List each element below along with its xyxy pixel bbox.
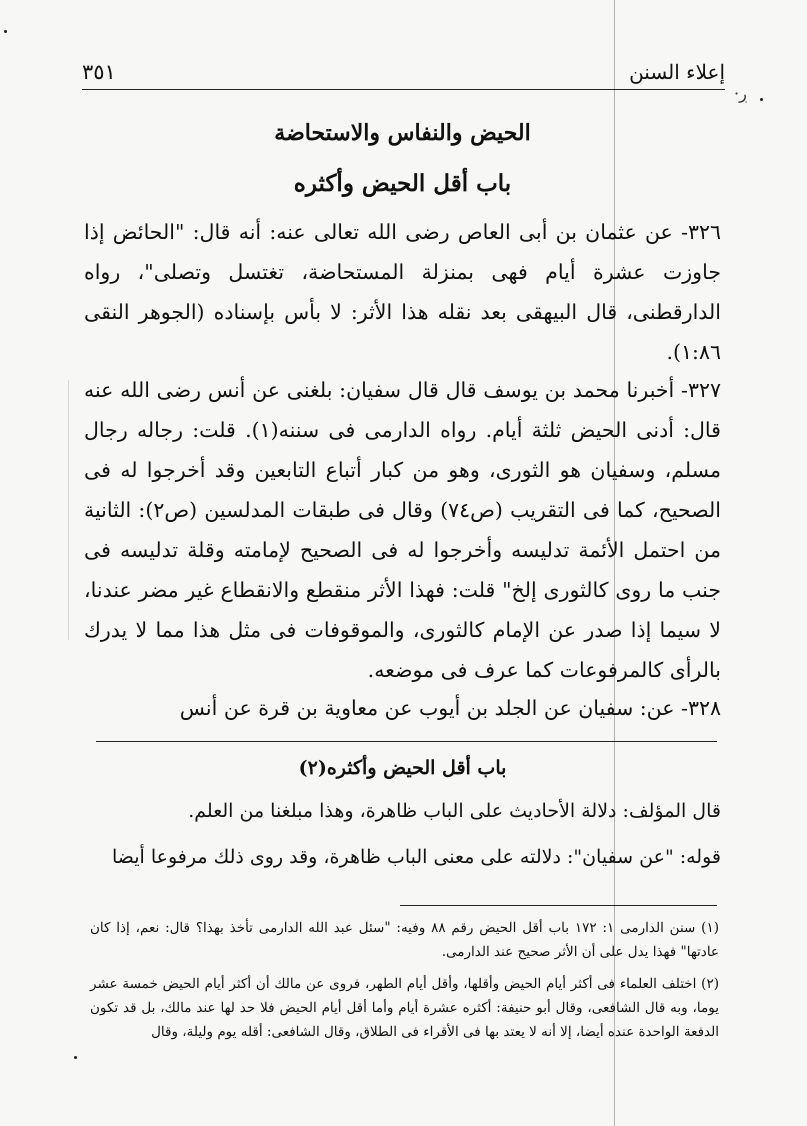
hadith-328: ٣٢٨- عن: سفيان عن الجلد بن أيوب عن معاوية بن قرة عن أنس: [179, 696, 721, 720]
hadith-326: ٣٢٦- عن عثمان بن أبى العاص رضى الله تعالى عنه: أنه قال: "الحائض إذا جاوزت عشرة أيام فهى بمنزلة المستحاضة، تغتسل وتصلى"، رواه الدارقطنى، قال البيهقى بعد نقله هذا الأثر: لا بأس بإسناده (الجوهر النقى ١:٨٦).: [84, 220, 721, 364]
page-number: ٣٥١: [82, 60, 116, 84]
header-rule: [82, 89, 725, 90]
book-title: إعلاء السنن: [629, 60, 725, 84]
section-heading: باب أقل الحيض وأكثره: [293, 170, 512, 197]
commentary-heading: باب أقل الحيض وأكثره(٢): [298, 757, 507, 779]
footnote-1: (١) سنن الدارمى ١: ١٧٢ باب أقل الحيض رقم ٨٨ وفيه: "سئل عبد الله الدارمى تأخذ بهذا؟ قال: نعم، إذا كان عادتها" فهذا يدل على أن الأثر صحيح عند الدارمى.: [90, 920, 719, 960]
commentary-line-1: قال المؤلف: دلالة الأحاديث على الباب ظاهرة، وهذا مبلغنا من العلم.: [188, 800, 721, 822]
scan-speck: [74, 1056, 77, 1059]
scan-fold-line: [68, 380, 69, 640]
margin-mark: ·ڔ: [734, 84, 748, 103]
footnote-rule: [400, 905, 717, 906]
chapter-heading: الحيض والنفاس والاستحاضة: [274, 120, 531, 146]
commentary-line-2: قوله: "عن سفيان": دلالته على معنى الباب ظاهرة، وقد روى ذلك مرفوعا أيضا: [111, 846, 721, 868]
footnote-2: (٢) اختلف العلماء فى أكثر أيام الحيض وأقلها، وأقل أيام الطهر، فروى عن مالك أن أكثر أيام الحيض خمسة عشر يوما، وبه قال الشافعى، وقال أبو حنيفة: أكثره عشرة أيام وأما أقل أيام الحيض فلا حد لها عند مالك، بل قد تكون الدفعة الواحدة عنده أيضا، إلا أنه لا يعتد بها فى الأقراء فى الطلاق، وقال الشافعى: أقله يوم وليلة، وقال: [90, 976, 719, 1040]
scan-speck: [760, 98, 763, 101]
hadith-327: ٣٢٧- أخبرنا محمد بن يوسف قال قال سفيان: بلغنى عن أنس رضى الله عنه قال: أدنى الحيض ثلثة أيام. رواه الدارمى فى سننه(١). قلت: رجاله رجال مسلم، وسفيان هو الثورى، وهو من كبار أتباع التابعين وقد أخرجوا له فى الصحيح، كما فى التقريب (ص٧٤) وقال فى طبقات المدلسين (ص٢): الثانية من احتمل الأئمة تدليسه وأخرجوا له فى الصحيح لإمامته وقلة تدليسه فى جنب ما روى كالثورى إلخ" قلت: فهذا الأثر منقطع والانقطاع غير مضر عندنا، لا سيما إذا صدر عن الإمام كالثورى، والموقوفات فى مثل هذا مما لا يدرك بالرأى كالمرفوعات كما عرف فى موضعه.: [84, 378, 721, 682]
scan-speck: [4, 30, 7, 33]
running-header: [82, 58, 725, 88]
commentary-divider: [96, 741, 717, 742]
